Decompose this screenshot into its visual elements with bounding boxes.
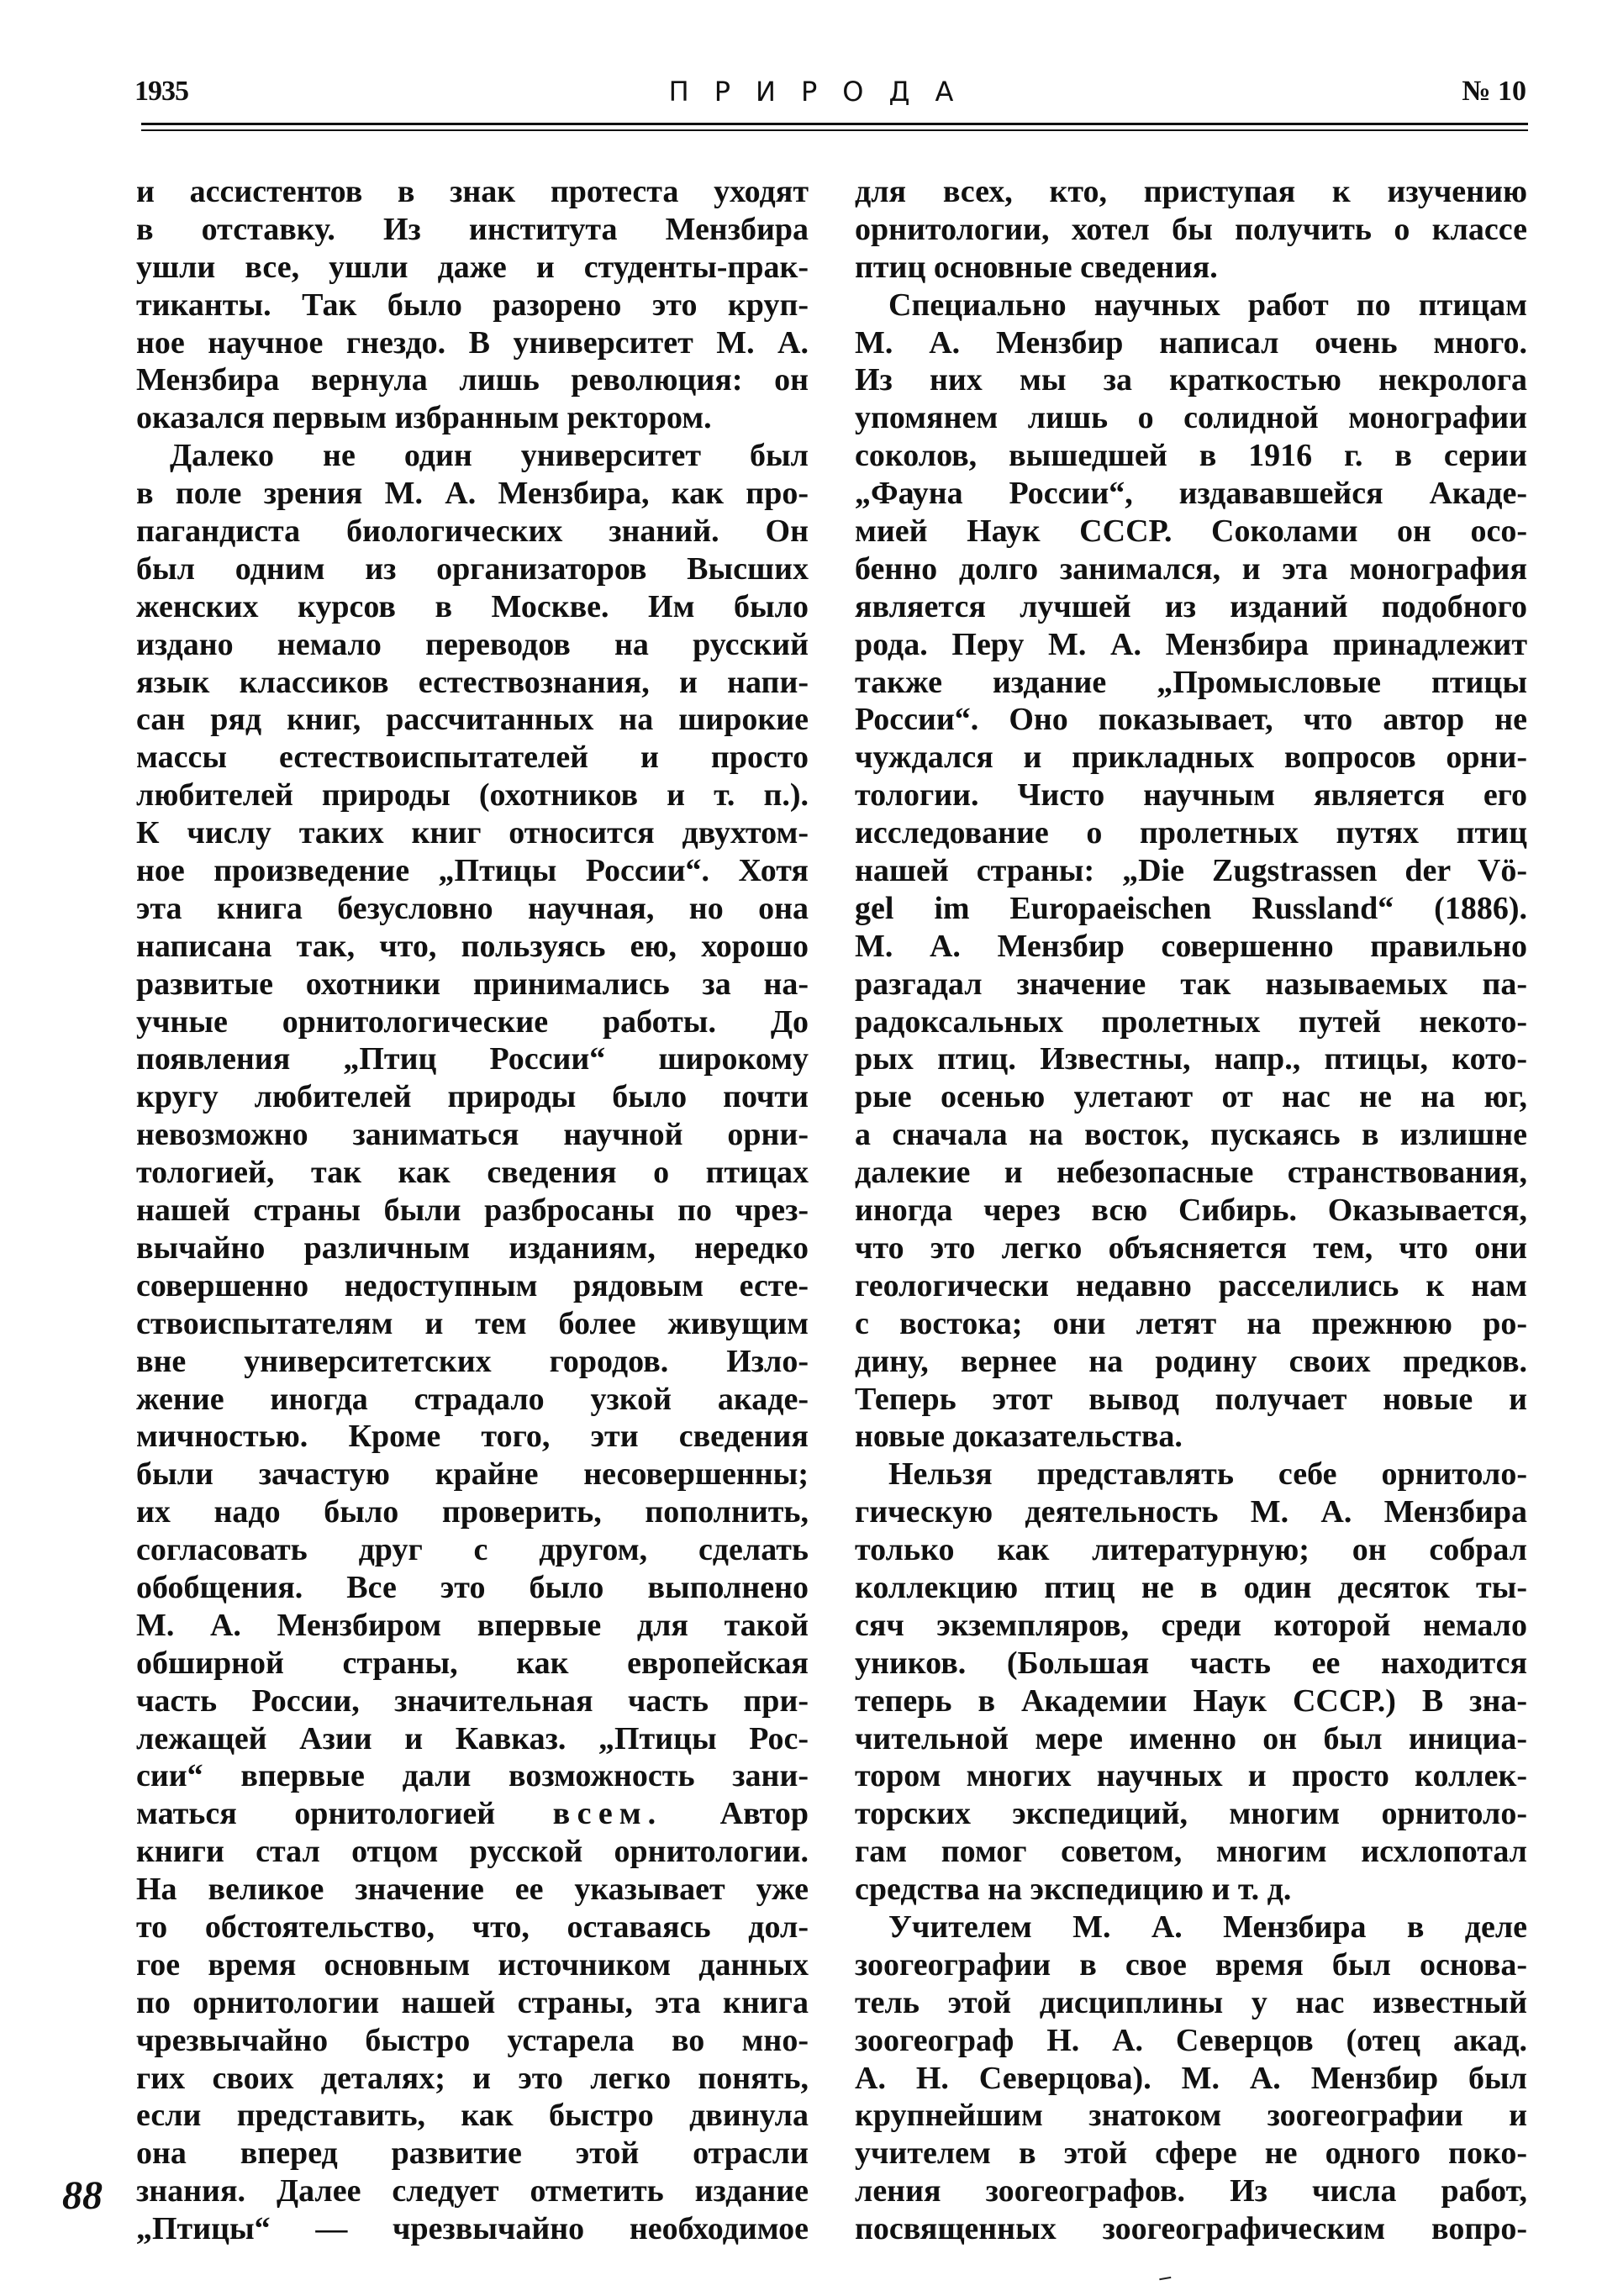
text-line: Теперь этот вывод получает новые и xyxy=(855,1381,1527,1417)
text-line: нашей страны: „Die Zugstrassen der Vö- xyxy=(855,853,1527,889)
paragraph-first-line: Специально научных работ по птицам xyxy=(888,287,1527,323)
text-line: для всех, кто, приступая к изучению xyxy=(855,174,1527,209)
text-line: уников. (Большая часть ее находится xyxy=(855,1645,1527,1681)
text-line: сии“ впервые дали возможность зани- xyxy=(136,1758,809,1794)
text-line: далекие и небезопасные странствования, xyxy=(855,1155,1527,1191)
text-line: А. Н. Северцова). М. А. Мензбир был xyxy=(855,2060,1527,2096)
header-year: 1935 xyxy=(134,76,188,107)
text-line: тологии. Чисто научным является его xyxy=(855,777,1527,814)
text-line: зоогеографии в свое время был основа- xyxy=(855,1946,1527,1983)
text-line: „Фауна России“, издававшейся Акаде- xyxy=(855,476,1527,512)
text-line: Из них мы за краткостью некролога xyxy=(855,362,1527,398)
text-line: появления „Птиц России“ широкому xyxy=(136,1041,809,1077)
text-line: оказался первым избранным ректором. xyxy=(136,400,712,436)
text-line: gel im Europaeischen Russland“ (1886). xyxy=(855,890,1527,926)
text-line: вычайно различным изданиям, нередко xyxy=(136,1230,809,1266)
text-line: согласовать друг с другом, сделать xyxy=(136,1532,809,1568)
text-line: является лучшей из изданий подобного xyxy=(855,588,1527,624)
text-line: был одним из организаторов Высших xyxy=(136,550,809,587)
text-line: нашей страны были разбросаны по чрез- xyxy=(136,1193,809,1229)
text-line: были зачастую крайне несовершенны; xyxy=(136,1456,809,1493)
text-line: написана так, что, пользуясь ею, хорошо xyxy=(136,928,809,964)
text-line: птиц основные сведения. xyxy=(855,249,1218,285)
text-line: тиканты. Так было разорено это круп- xyxy=(136,287,809,323)
text-line: посвященных зоогеографическим вопро- xyxy=(855,2211,1527,2247)
text-line: обширной страны, как европейская xyxy=(136,1645,809,1681)
text-line: женских курсов в Москве. Им было xyxy=(136,588,809,624)
text-line: лежащей Азии и Кавказ. „Птицы Рос- xyxy=(136,1720,809,1756)
text-line: если представить, как быстро двинула xyxy=(136,2098,809,2134)
text-line: также издание „Промысловые птицы xyxy=(855,664,1527,700)
text-line: обобщения. Все это было выполнено xyxy=(136,1569,809,1605)
text-line: она вперед развитие этой отрасли xyxy=(136,2135,809,2172)
text-line: сан ряд книг, рассчитанных на широкие xyxy=(136,702,809,738)
text-line: зоогеограф Н. А. Северцов (отец акад. xyxy=(855,2022,1527,2058)
text-line: торских экспедиций, многим орнитоло- xyxy=(855,1796,1527,1832)
header-rule-thick xyxy=(141,123,1528,125)
text-line: ное научное гнездо. В университет М. А. xyxy=(136,324,809,361)
text-line: часть России, значительная часть при- xyxy=(136,1683,809,1719)
issue-number: № 10 xyxy=(1462,76,1526,107)
text-line: радоксальных пролетных путей некото- xyxy=(855,1003,1527,1040)
text-line: К числу таких книг относится двухтом- xyxy=(136,815,809,851)
text-line: знания. Далее следует отметить издание xyxy=(136,2173,809,2209)
text-line: исследование о пролетных путях птиц xyxy=(855,815,1527,851)
text-line: ления зоогеографов. Из числа работ, xyxy=(855,2173,1527,2209)
text-line: а сначала на восток, пускаясь в излишне xyxy=(855,1117,1527,1153)
journal-title: ПРИРОДА xyxy=(668,76,979,108)
text-line: развитые охотники принимались за на- xyxy=(136,966,809,1002)
text-line: гих своих деталях; и это легко понять, xyxy=(136,2060,809,2096)
text-line: ствоиспытателям и тем более живущим xyxy=(136,1305,809,1341)
text-line: тологией, так как сведения о птицах xyxy=(136,1155,809,1191)
text-line: невозможно заниматься научной орни- xyxy=(136,1117,809,1153)
text-line: учные орнитологические работы. До xyxy=(136,1003,809,1040)
text-line: и ассистентов в знак протеста уходят xyxy=(136,174,809,209)
text-line: кругу любителей природы было почти xyxy=(136,1079,809,1115)
text-line: средства на экспедицию и т. д. xyxy=(855,1872,1292,1908)
text-line: России“. Оно показывает, что автор не xyxy=(855,702,1527,738)
text-line: маться орнитологией всем. Автор xyxy=(136,1796,809,1832)
text-line: пагандиста биологических знаний. Он xyxy=(136,513,809,550)
text-line: издано немало переводов на русский xyxy=(136,626,809,662)
paragraph-first-line: Нельзя представлять себе орнитоло- xyxy=(888,1456,1527,1493)
text-line: дину, вернее на родину своих предков. xyxy=(855,1343,1527,1379)
text-line: бенно долго занимался, и эта монография xyxy=(855,550,1527,587)
text-line: новые доказательства. xyxy=(855,1419,1183,1455)
text-line: язык классиков естествознания, и напи- xyxy=(136,664,809,700)
text-line: совершенно недоступным рядовым есте- xyxy=(136,1267,809,1303)
text-line: мичностью. Кроме того, эти сведения xyxy=(136,1419,809,1455)
text-line: чительной мере именно он был инициа- xyxy=(855,1720,1527,1756)
text-line: книги стал отцом русской орнитологии. xyxy=(136,1834,809,1870)
text-line: орнитологии, хотел бы получить о классе xyxy=(855,211,1527,247)
text-line: любителей природы (охотников и т. п.). xyxy=(136,777,809,814)
text-line: по орнитологии нашей страны, эта книга xyxy=(136,1984,809,2020)
text-line: учителем в этой сфере не одного поко- xyxy=(855,2135,1527,2172)
header-rule-thin xyxy=(141,129,1528,131)
text-line: что это легко объясняется тем, что они xyxy=(855,1230,1527,1266)
text-line: только как литературную; он собрал xyxy=(855,1532,1527,1568)
text-line: ное произведение „Птицы России“. Хотя xyxy=(136,853,809,889)
text-line: упомянем лишь о солидной монографии xyxy=(855,400,1527,436)
text-line: коллекцию птиц не в один десяток ты- xyxy=(855,1569,1527,1605)
text-line: то обстоятельство, что, оставаясь дол- xyxy=(136,1909,809,1945)
text-line: гам помог советом, многим исхлопотал xyxy=(855,1834,1527,1870)
text-line: теперь в Академии Наук СССР.) В зна- xyxy=(855,1683,1527,1719)
text-line: разгадал значение так называемых па- xyxy=(855,966,1527,1002)
print-speck xyxy=(1159,2277,1173,2287)
text-line: сяч экземпляров, среди которой немало xyxy=(855,1607,1527,1643)
text-line: „Птицы“ — чрезвычайно необходимое xyxy=(136,2211,809,2247)
paragraph-first-line: Далеко не один университет был xyxy=(170,438,809,474)
text-line: соколов, вышедшей в 1916 г. в серии xyxy=(855,438,1527,474)
text-line: чуждался и прикладных вопросов орни- xyxy=(855,740,1527,776)
text-line: их надо было проверить, пополнить, xyxy=(136,1494,809,1530)
text-line: М. А. Мензбир совершенно правильно xyxy=(855,928,1527,964)
page-number: 88 xyxy=(62,2173,103,2218)
text-line: в поле зрения М. А. Мензбира, как про- xyxy=(136,476,809,512)
paragraph-first-line: Учителем М. А. Мензбира в деле xyxy=(888,1909,1527,1945)
text-line: в отставку. Из института Мензбира xyxy=(136,211,809,247)
text-line: чрезвычайно быстро устарела во мно- xyxy=(136,2022,809,2058)
text-line: с востока; они летят на прежнюю ро- xyxy=(855,1305,1527,1341)
text-column-left xyxy=(136,173,809,2248)
text-line: жение иногда страдало узкой акаде- xyxy=(136,1381,809,1417)
text-line: На великое значение ее указывает уже xyxy=(136,1872,809,1908)
text-line: геологически недавно расселились к нам xyxy=(855,1267,1527,1303)
text-line: иногда через всю Сибирь. Оказывается, xyxy=(855,1193,1527,1229)
text-line: тором многих научных и просто коллек- xyxy=(855,1758,1527,1794)
text-line: крупнейшим знатоком зоогеографии и xyxy=(855,2098,1527,2134)
text-line: рые осенью улетают от нас не на юг, xyxy=(855,1079,1527,1115)
text-line: ушли все, ушли даже и студенты-прак- xyxy=(136,249,809,285)
text-line: Мензбира вернула лишь революция: он xyxy=(136,362,809,398)
text-line: М. А. Мензбир написал очень много. xyxy=(855,324,1527,361)
text-line: мией Наук СССР. Соколами он осо- xyxy=(855,513,1527,550)
text-line: рых птиц. Известны, напр., птицы, кото- xyxy=(855,1041,1527,1077)
text-line: вне университетских городов. Изло- xyxy=(136,1343,809,1379)
text-line: массы естествоиспытателей и просто xyxy=(136,740,809,776)
text-line: гое время основным источником данных xyxy=(136,1946,809,1983)
text-line: рода. Перу М. А. Мензбира принадлежит xyxy=(855,626,1527,662)
text-column-right xyxy=(855,173,1527,2248)
text-line: эта книга безусловно научная, но она xyxy=(136,890,809,926)
text-line: гическую деятельность М. А. Мензбира xyxy=(855,1494,1527,1530)
emphasized-word: всем. xyxy=(552,1796,663,1832)
text-line: М. А. Мензбиром впервые для такой xyxy=(136,1607,809,1643)
text-line: тель этой дисциплины у нас известный xyxy=(855,1984,1527,2020)
